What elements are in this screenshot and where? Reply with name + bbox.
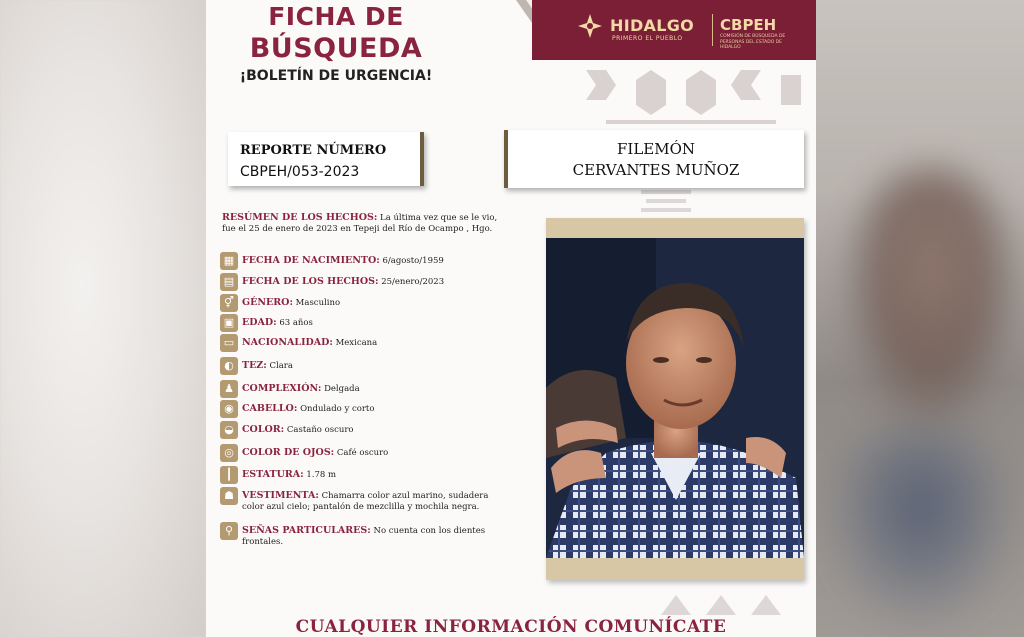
poster-title-line1: FICHA DE: [268, 2, 404, 31]
field-label: ESTATURA:: [242, 469, 304, 480]
field-value: 1.78 m: [306, 470, 337, 480]
field-height: [220, 466, 504, 484]
field-value: 25/enero/2023: [381, 277, 445, 287]
body-icon: ♟: [220, 380, 238, 398]
field-age: [220, 314, 504, 332]
calendar-event-icon: ▤: [220, 273, 238, 291]
org-subtitle: COMISIÓN DE BÚSQUEDA DE PERSONAS DEL ESTADO DE HIDALGO: [720, 34, 786, 50]
field-value: Clara: [269, 361, 293, 371]
search-poster: [206, 0, 816, 637]
field-label: FECHA DE LOS HECHOS:: [242, 276, 379, 287]
hidalgo-logo-icon: [577, 13, 603, 39]
person-name-box: [504, 130, 804, 188]
field-value: 63 años: [279, 318, 313, 328]
eye-icon: ◎: [220, 444, 238, 462]
field-value: Castaño oscuro: [286, 425, 354, 435]
field-value: Delgada: [324, 384, 360, 394]
search-icon: ⚲: [220, 522, 238, 540]
summary-text: La última vez que se le vio, fue el 25 de enero de 2023 en Tepeji del Río de Ocampo , Hgo.: [222, 213, 498, 234]
field-label: VESTIMENTA:: [242, 490, 319, 501]
field-label: EDAD:: [242, 317, 277, 328]
brand-name: HIDALGO: [610, 16, 695, 35]
field-label: COLOR DE OJOS:: [242, 447, 335, 458]
skin-tone-icon: ◐: [220, 357, 238, 375]
field-value: Café oscuro: [336, 448, 389, 458]
embroidery-pattern: [566, 60, 816, 140]
clothing-icon: ☗: [220, 487, 238, 505]
person-last-name: CERVANTES MUÑOZ: [572, 161, 740, 179]
field-distinguishing-marks: [220, 522, 504, 552]
hair-icon: ◉: [220, 400, 238, 418]
poster-title-line2: BÚSQUEDA: [249, 33, 423, 64]
background-left: [0, 0, 206, 637]
report-number-value: CBPEH/053-2023: [240, 164, 360, 180]
field-event-date: [220, 273, 504, 291]
header-banner: [532, 0, 816, 60]
report-number-box: [228, 132, 424, 186]
field-label: COLOR:: [242, 424, 285, 435]
field-build: [220, 380, 504, 398]
field-value: No cuenta con los dientes frontales.: [242, 526, 486, 547]
portrait-illustration: [546, 238, 804, 558]
banner-divider: [712, 14, 713, 46]
gender-icon: ⚥: [220, 294, 238, 312]
hair-color-icon: ◒: [220, 421, 238, 439]
embroidery-pattern-small: [636, 185, 696, 220]
field-label: TEZ:: [242, 360, 267, 371]
missing-person-photo: [546, 238, 804, 558]
field-label: GÉNERO:: [242, 297, 293, 308]
field-hair-color: [220, 421, 504, 439]
field-birth-date: [220, 252, 504, 270]
facts-summary: [222, 212, 500, 235]
field-eye-color: [220, 444, 504, 462]
field-label: CABELLO:: [242, 403, 298, 414]
field-skin-tone: [220, 357, 504, 375]
field-value: 6/agosto/1959: [382, 256, 444, 266]
report-number-label: REPORTE NÚMERO: [240, 143, 387, 158]
org-name: CBPEH: [720, 16, 777, 34]
field-label: COMPLEXIÓN:: [242, 383, 322, 394]
field-label: SEÑAS PARTICULARES:: [242, 525, 371, 536]
field-value: Ondulado y corto: [300, 404, 375, 414]
age-icon: ▣: [220, 314, 238, 332]
brand-tagline: PRIMERO EL PUEBLO: [612, 35, 683, 42]
field-value: Mexicana: [335, 338, 378, 348]
id-card-icon: ▭: [220, 334, 238, 352]
field-label: FECHA DE NACIMIENTO:: [242, 255, 380, 266]
height-icon: ┃: [220, 466, 238, 484]
person-first-name: FILEMÓN: [616, 140, 696, 158]
summary-label: RESÚMEN DE LOS HECHOS:: [222, 212, 378, 223]
background-right: [816, 0, 1024, 637]
field-value: Chamarra color azul marino, sudadera color azul cielo; pantalón de mezclilla y mochila negra.: [242, 491, 489, 512]
field-hair: [220, 400, 504, 418]
field-nationality: [220, 334, 504, 352]
field-value: Masculino: [295, 298, 341, 308]
field-gender: [220, 294, 504, 312]
footer-call-to-action: CUALQUIER INFORMACIÓN COMUNÍCATE: [295, 617, 727, 637]
photo-frame: [546, 218, 804, 580]
field-label: NACIONALIDAD:: [242, 337, 333, 348]
field-clothing: [220, 487, 504, 517]
urgency-subtitle: ¡BOLETÍN DE URGENCIA!: [239, 68, 433, 84]
calendar-icon: ▦: [220, 252, 238, 270]
